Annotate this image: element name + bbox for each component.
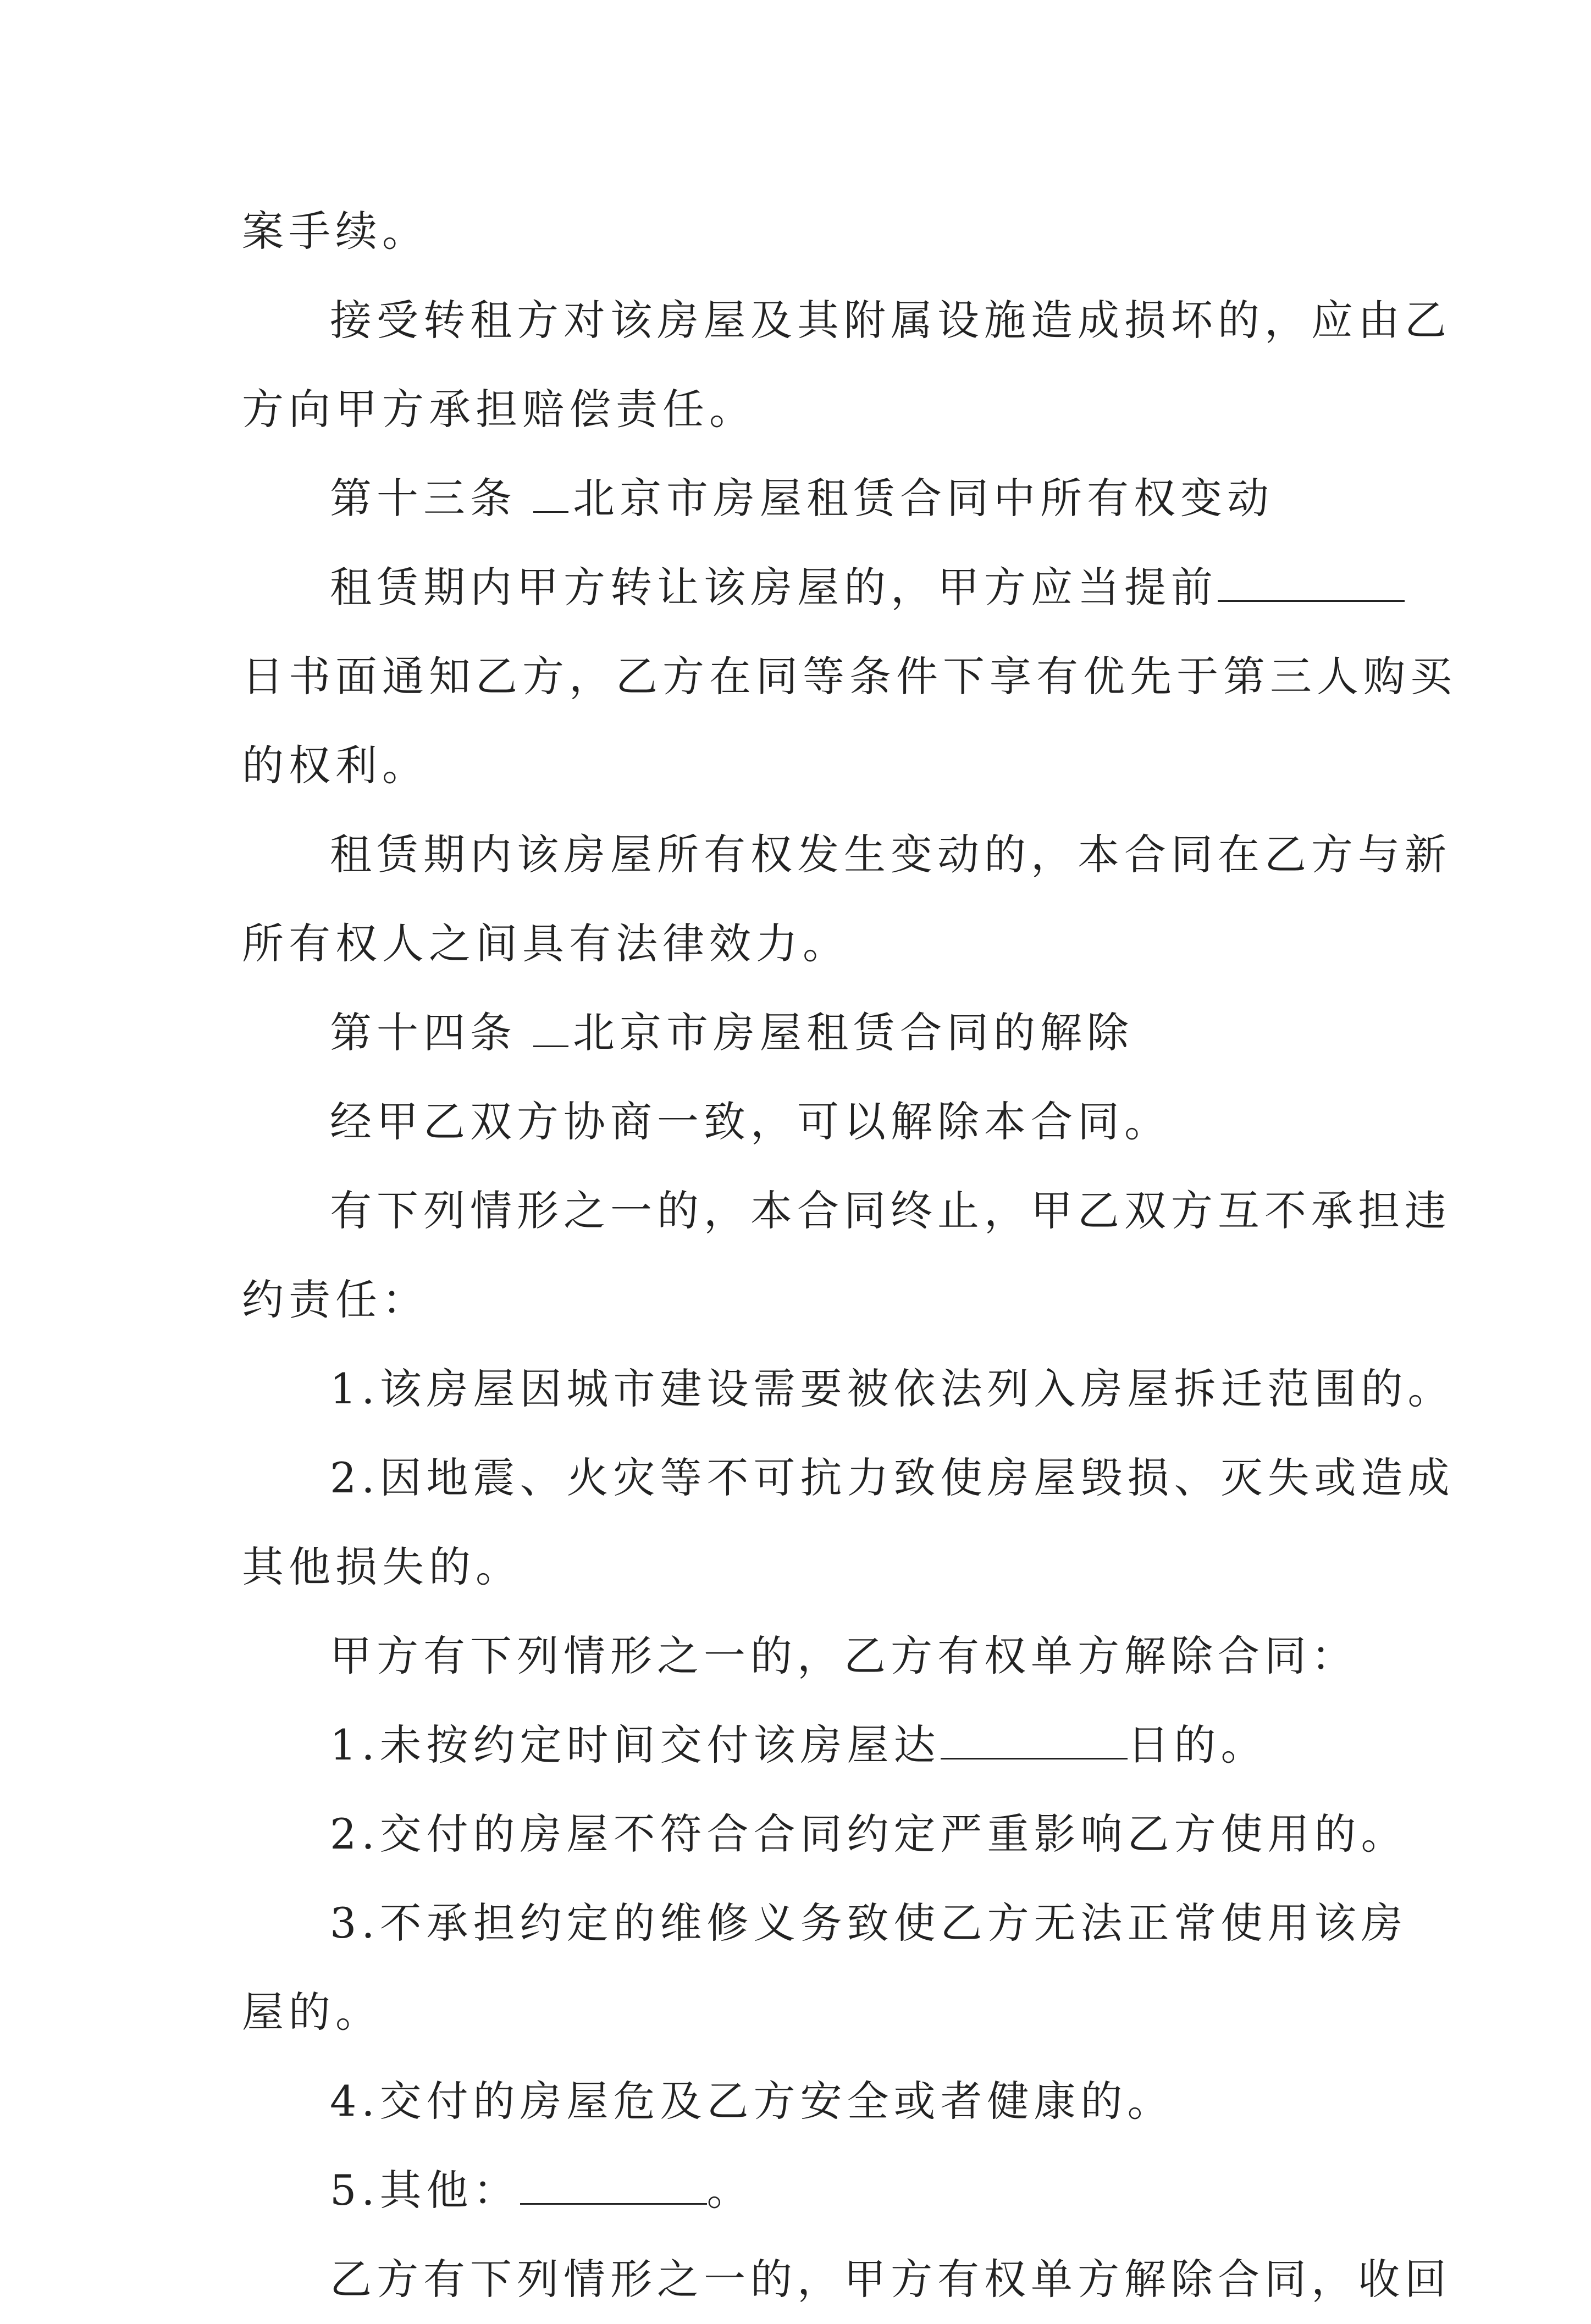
text-span: 2.交付的房屋不符合合同约定严重影响乙方使用的。 xyxy=(330,1810,1408,1858)
text-span: 3.不承担约定的维修义务致使乙方无法正常使用该房 xyxy=(330,1899,1408,1947)
list-item xyxy=(242,2057,1363,2146)
text-line xyxy=(242,1968,1363,2057)
list-item xyxy=(242,1344,1455,1434)
text-line xyxy=(242,276,1451,365)
text-span: 乙方有下列情形之一的，甲方有权单方解除合同，收回 xyxy=(330,2255,1451,2304)
text-span: 4.交付的房屋危及乙方安全或者健康的。 xyxy=(330,2077,1174,2126)
blank-underline xyxy=(520,2165,707,2205)
text-span: 2.因地震、火灾等不可抗力致使房屋毁损、灭失或造成 xyxy=(330,1453,1455,1502)
text-line xyxy=(242,2235,1451,2324)
text-span: 甲方有下列情形之一的，乙方有权单方解除合同： xyxy=(330,1631,1358,1680)
article-title: 北京市房屋租赁合同的解除 xyxy=(573,1008,1134,1057)
article-number: 第十四条 xyxy=(330,1008,517,1057)
text-span: 方向甲方承担赔偿责任。 xyxy=(242,385,756,434)
text-line xyxy=(242,810,1451,899)
text-span: 案手续。 xyxy=(242,207,429,256)
list-item xyxy=(242,2146,1363,2235)
text-span: 日的。 xyxy=(1127,1720,1268,1769)
article-title: 北京市房屋租赁合同中所有权变动 xyxy=(573,474,1274,523)
text-line xyxy=(242,1612,1363,1701)
text-span: 。 xyxy=(706,2166,754,2215)
text-line xyxy=(242,1077,1363,1166)
blank-underline xyxy=(533,477,568,513)
text-line xyxy=(242,365,1363,454)
blank-underline xyxy=(1218,562,1405,602)
text-line xyxy=(242,1255,1363,1344)
text-span: 租赁期内该房屋所有权发生变动的，本合同在乙方与新 xyxy=(330,830,1451,879)
text-line xyxy=(242,187,1363,276)
text-span: 屋的。 xyxy=(242,1988,382,2037)
list-item xyxy=(242,1701,1363,1790)
article-number: 第十三条 xyxy=(330,474,517,523)
text-span: 所有权人之间具有法律效力。 xyxy=(242,919,849,968)
list-item xyxy=(242,1879,1408,1968)
text-span: 的权利。 xyxy=(242,741,429,790)
text-line xyxy=(242,721,1363,810)
blank-underline xyxy=(533,1011,568,1047)
blank-underline xyxy=(941,1719,1128,1759)
list-item xyxy=(242,1434,1455,1523)
text-span: 1.该房屋因城市建设需要被依法列入房屋拆迁范围的。 xyxy=(330,1364,1455,1413)
text-span: 5.其他： xyxy=(330,2166,520,2215)
text-span: 1.未按约定时间交付该房屋达 xyxy=(330,1720,941,1769)
text-span: 租赁期内甲方转让该房屋的，甲方应当提前 xyxy=(330,563,1218,612)
article-heading xyxy=(242,988,1363,1077)
text-span: 其他损失的。 xyxy=(242,1542,522,1591)
text-line xyxy=(242,1166,1451,1255)
list-item xyxy=(242,1790,1408,1879)
text-span: 经甲乙双方协商一致，可以解除本合同。 xyxy=(330,1097,1171,1146)
document-body xyxy=(242,187,1457,2324)
text-span: 接受转租方对该房屋及其附属设施造成损坏的，应由乙 xyxy=(330,296,1451,345)
text-span: 日书面通知乙方，乙方在同等条件下享有优先于第三人购买 xyxy=(242,652,1457,701)
text-line xyxy=(242,899,1363,988)
text-span: 约责任： xyxy=(242,1275,429,1324)
text-line xyxy=(242,543,1363,632)
article-heading xyxy=(242,454,1363,543)
text-line xyxy=(242,632,1457,721)
text-span: 有下列情形之一的，本合同终止，甲乙双方互不承担违 xyxy=(330,1186,1451,1235)
text-line xyxy=(242,1523,1363,1612)
